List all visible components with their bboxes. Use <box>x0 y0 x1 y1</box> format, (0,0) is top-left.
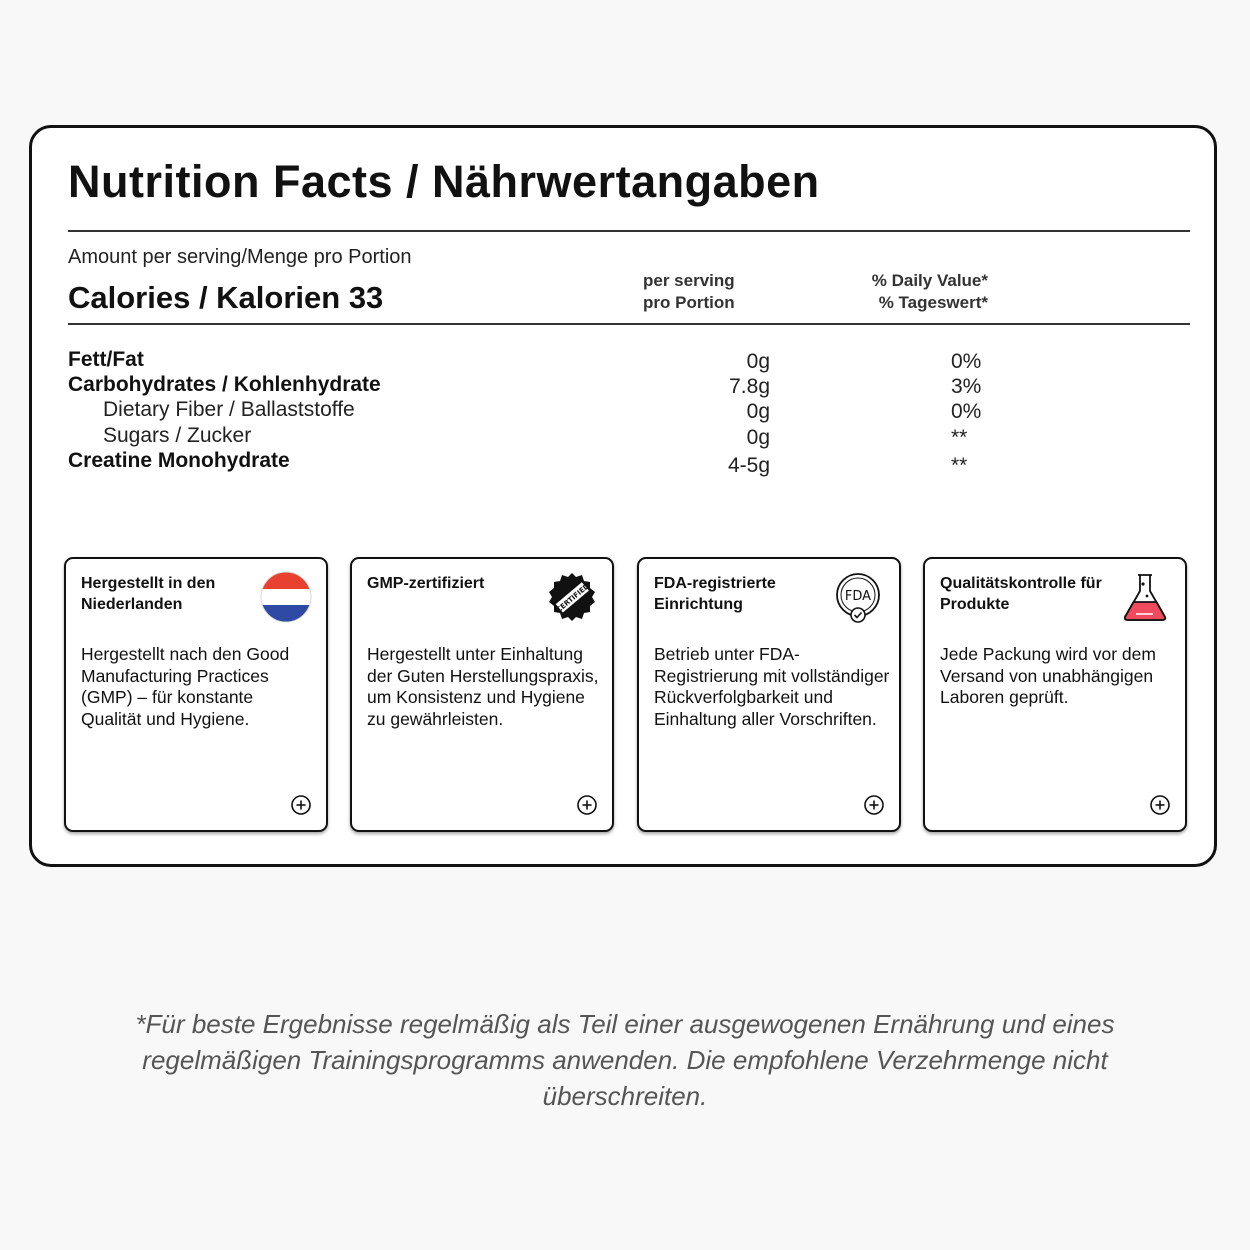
expand-plus-icon[interactable] <box>290 794 312 816</box>
expand-plus-icon[interactable] <box>863 794 885 816</box>
nutrient-label: Sugars / Zucker <box>103 424 252 447</box>
fda-badge-icon <box>833 571 885 623</box>
card-title: Hergestellt in den Niederlanden <box>81 575 216 613</box>
nutrient-daily-value: ** <box>951 454 968 477</box>
card-description: Hergestellt unter Einhaltung der Guten Herstellungspraxis, um Konsistenz und Hygiene zu gewährleisten. <box>367 644 599 730</box>
nutrition-panel <box>29 125 1217 867</box>
nutrition-title: Nutrition Facts / Nährwertangaben <box>68 156 820 207</box>
daily-value-header-de: % Tageswert* <box>878 293 988 312</box>
nutrient-daily-value: ** <box>951 426 968 449</box>
lab-flask-icon <box>1119 571 1171 623</box>
nutrient-row-carbohydrates <box>68 373 1190 398</box>
expand-plus-icon[interactable] <box>1149 794 1171 816</box>
nutrient-label: Creatine Monohydrate <box>68 449 290 472</box>
per-serving-header-de: pro Portion <box>643 293 735 312</box>
per-serving-header <box>643 270 735 314</box>
nutrient-row-sugars <box>68 424 1190 449</box>
feature-card-gmp <box>350 557 614 832</box>
netherlands-flag-icon <box>260 571 312 623</box>
daily-value-header <box>792 270 988 314</box>
card-title: Qualitätskontrolle für Produkte <box>940 575 1102 613</box>
feature-card-netherlands <box>64 557 328 832</box>
title-divider <box>68 230 1190 232</box>
nutrient-label: Carbohydrates / Kohlenhydrate <box>68 373 381 396</box>
certified-seal-icon <box>546 571 598 623</box>
nutrient-row-fiber <box>68 398 1190 423</box>
card-description: Jede Packung wird vor dem Versand von unabhängigen Laboren geprüft. <box>940 644 1156 708</box>
nutrient-amount: 0g <box>746 350 770 373</box>
expand-plus-icon[interactable] <box>576 794 598 816</box>
per-serving-header-en: per serving <box>643 271 735 290</box>
nutrient-daily-value: 0% <box>951 400 982 423</box>
nutrient-row-creatine <box>68 449 1190 477</box>
nutrient-label: Dietary Fiber / Ballaststoffe <box>103 398 355 421</box>
header-divider <box>68 323 1190 325</box>
footnote: *Für beste Ergebnisse regelmäßig als Teil einer ausgewogenen Ernährung und eines regelmäßigen Trainingsprogramms anwenden. Die empfohlene Verzehrmenge nicht überschreiten. <box>135 1009 1115 1111</box>
nutrient-row-fat <box>68 348 1190 373</box>
card-description: Hergestellt nach den Good Manufacturing Practices (GMP) – für konstante Qualität und Hygiene. <box>81 644 290 730</box>
nutrient-amount: 4-5g <box>727 454 770 477</box>
calories-line: Calories / Kalorien 33 <box>68 280 384 315</box>
card-description: Betrieb unter FDA-Registrierung mit vollständiger Rückverfolgbarkeit und Einhaltung aller Vorschriften. <box>654 644 890 730</box>
nutrient-amount: 0g <box>746 426 770 449</box>
nutrient-daily-value: 0% <box>951 350 982 373</box>
feature-card-fda <box>637 557 901 832</box>
seal-text: CERTIFIED <box>554 582 591 615</box>
nutrient-amount: 0g <box>746 400 770 423</box>
nutrient-label: Fett/Fat <box>68 348 144 371</box>
daily-value-header-en: % Daily Value* <box>871 271 988 290</box>
fda-text: FDA <box>844 589 872 604</box>
nutrient-amount: 7.8g <box>729 375 770 398</box>
card-title: GMP-zertifiziert <box>367 575 485 592</box>
amount-per-serving: Amount per serving/Menge pro Portion <box>68 246 412 268</box>
card-title: FDA-registrierte Einrichtung <box>654 575 776 613</box>
feature-card-quality <box>923 557 1187 832</box>
nutrient-daily-value: 3% <box>951 375 982 398</box>
